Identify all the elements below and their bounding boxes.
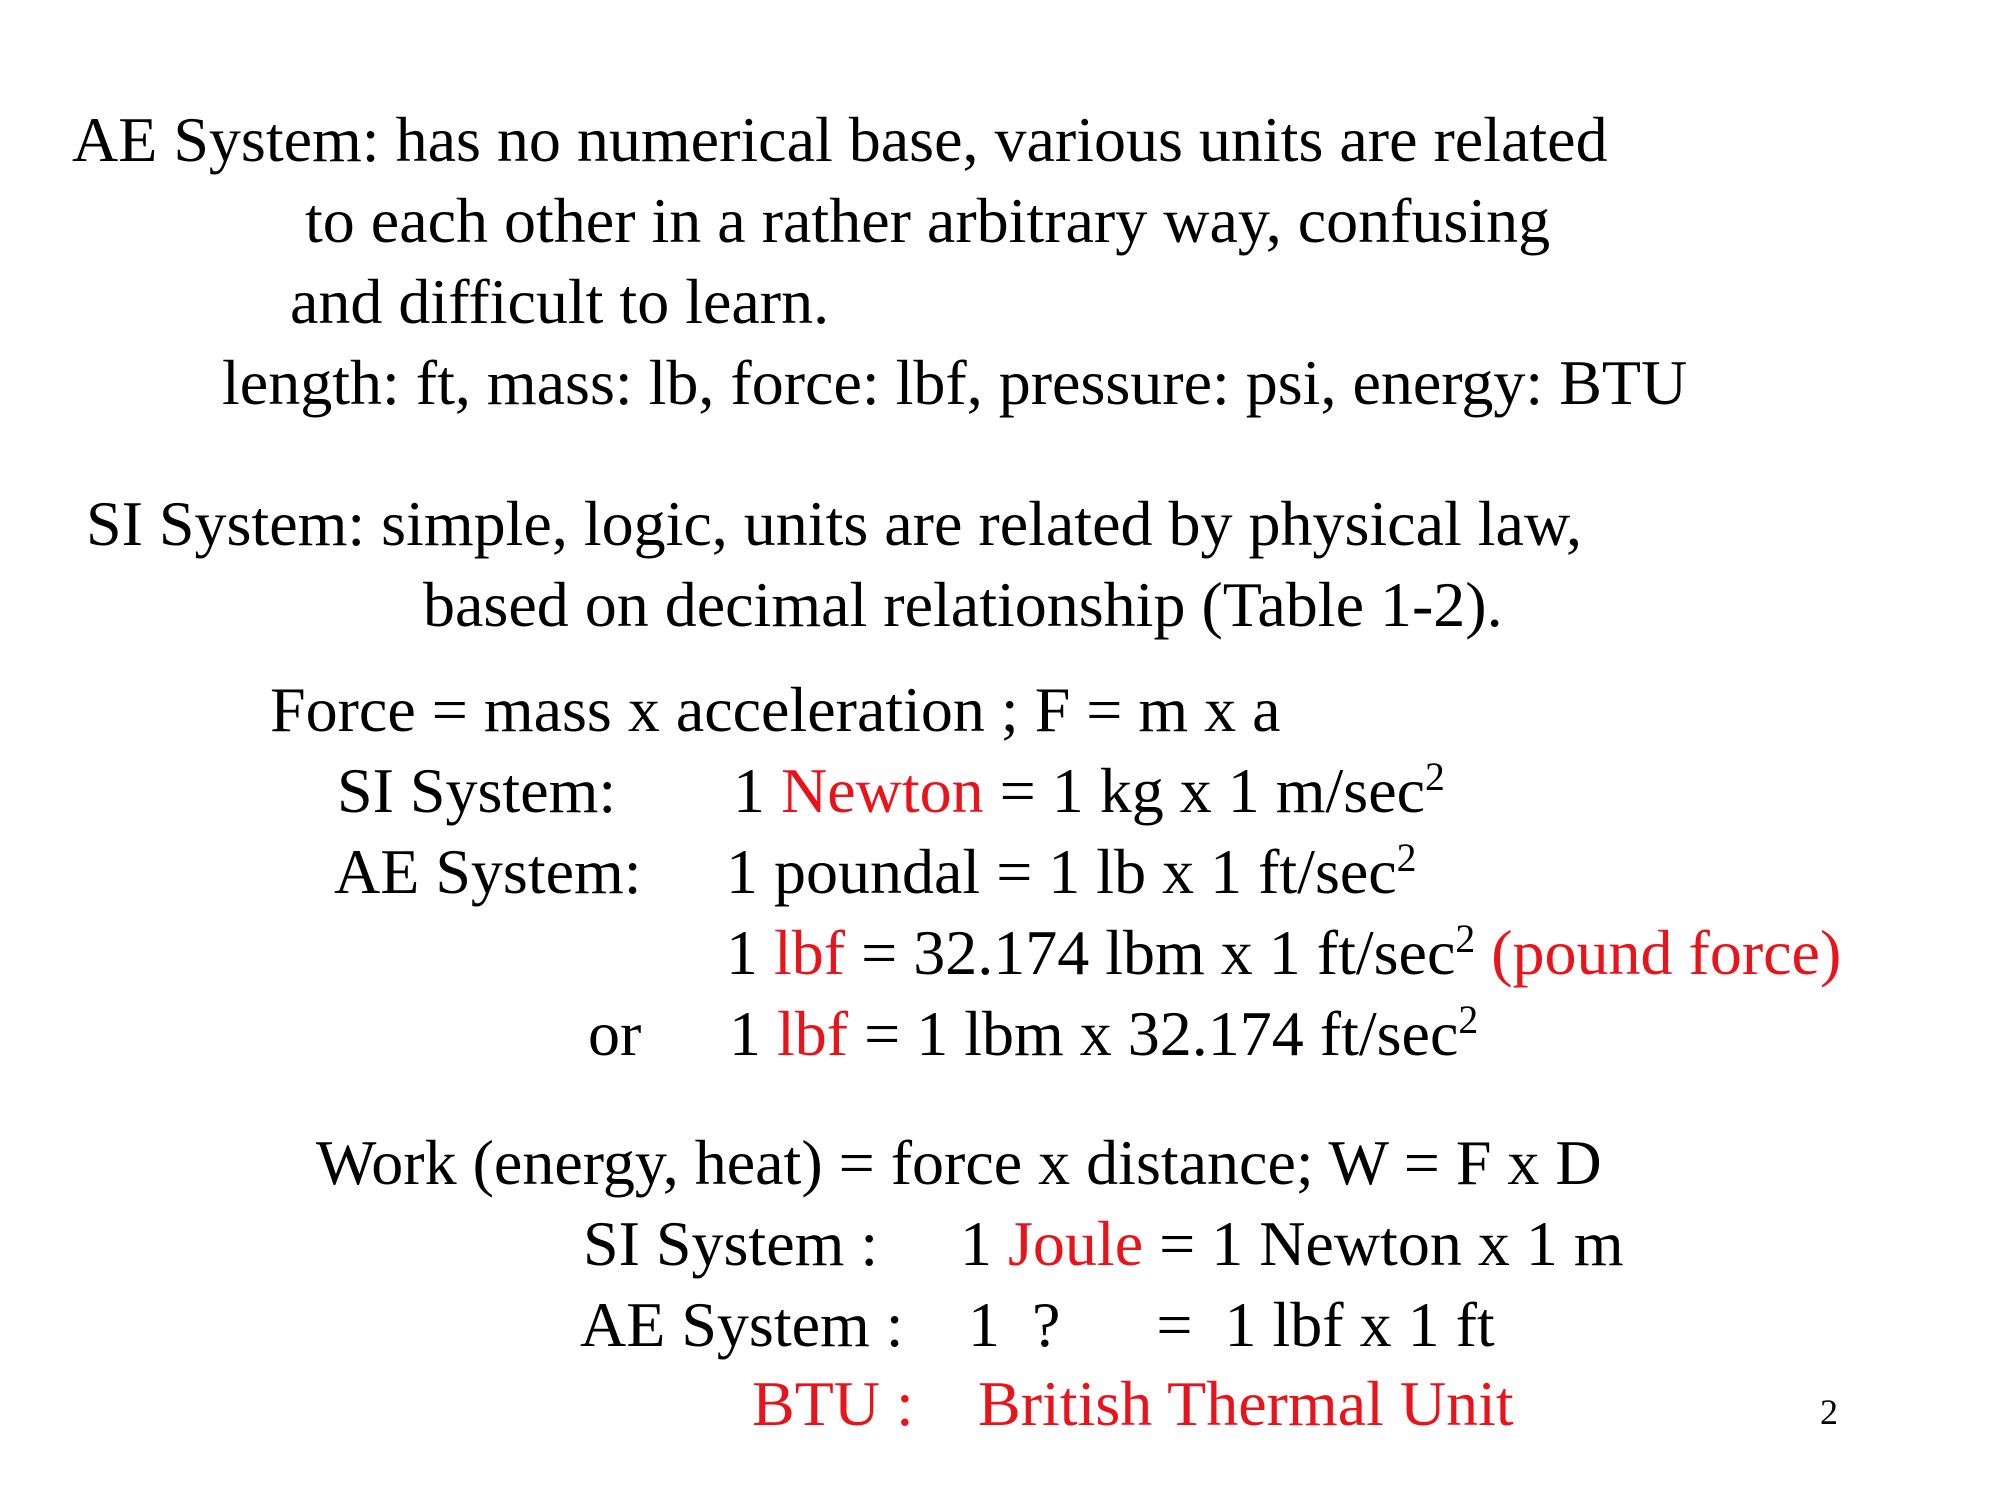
page-number: 2 xyxy=(1820,1392,1838,1432)
force-si-exponent: 2 xyxy=(1425,755,1445,800)
lbf2-exponent: 2 xyxy=(1458,998,1479,1043)
force-ae-label: AE System: xyxy=(334,836,642,907)
lbf1-rest: = 32.174 lbm x 1 ft/sec xyxy=(845,917,1456,988)
work-si-equation xyxy=(960,1204,1624,1284)
ae-intro-line-2: to each other in a rather arbitrary way, confusing xyxy=(305,185,1551,256)
ae-intro-line-3: and difficult to learn. xyxy=(290,266,830,337)
work-si-lead: 1 xyxy=(960,1208,1008,1279)
newton-unit: Newton xyxy=(781,755,984,826)
si-intro-line-2: based on decimal relationship (Table 1-2). xyxy=(423,569,1503,640)
work-ae-label: AE System : xyxy=(580,1289,904,1360)
lbf2-rest: = 1 lbm x 32.174 ft/sec xyxy=(848,998,1459,1069)
pound-force-note: (pound force) xyxy=(1475,917,1842,988)
lbf1-exponent: 2 xyxy=(1455,917,1476,962)
force-ae-equation xyxy=(726,832,1417,920)
ae-intro-units-line: length: ft, mass: lb, force: lbf, pressure: psi, energy: BTU xyxy=(222,347,1688,418)
btu-definition: British Thermal Unit xyxy=(978,1368,1514,1439)
si-intro-line-1: SI System: simple, logic, units are related by physical law, xyxy=(86,488,1582,559)
lbf1-unit: lbf xyxy=(774,917,846,988)
lbf2-unit: lbf xyxy=(777,998,849,1069)
or-label: or xyxy=(588,998,642,1069)
joule-unit: Joule xyxy=(1008,1208,1144,1279)
force-ae-exponent: 2 xyxy=(1396,836,1417,881)
force-si-lead: 1 xyxy=(733,755,781,826)
lbf-equation-2 xyxy=(729,994,1478,1082)
lbf-equation-1 xyxy=(726,913,1841,1001)
btu-label: BTU : xyxy=(752,1368,914,1439)
work-si-label: SI System : xyxy=(583,1208,879,1279)
work-heading: Work (energy, heat) = force x distance; W = F x D xyxy=(316,1127,1602,1198)
lbf2-lead: 1 xyxy=(729,998,777,1069)
force-si-equation xyxy=(733,751,1445,839)
force-si-rest: = 1 kg x 1 m/sec xyxy=(983,755,1425,826)
force-heading: Force = mass x acceleration ; F = m x a xyxy=(270,674,1281,745)
work-si-rest: = 1 Newton x 1 m xyxy=(1143,1208,1624,1279)
force-ae-value: 1 poundal = 1 lb x 1 ft/sec xyxy=(726,836,1397,907)
force-si-label: SI System: xyxy=(337,755,617,826)
ae-intro-line-1: AE System: has no numerical base, various units are related xyxy=(72,104,1608,175)
lbf1-lead: 1 xyxy=(726,917,774,988)
work-ae-equation: 1 ? = 1 lbf x 1 ft xyxy=(968,1289,1495,1360)
